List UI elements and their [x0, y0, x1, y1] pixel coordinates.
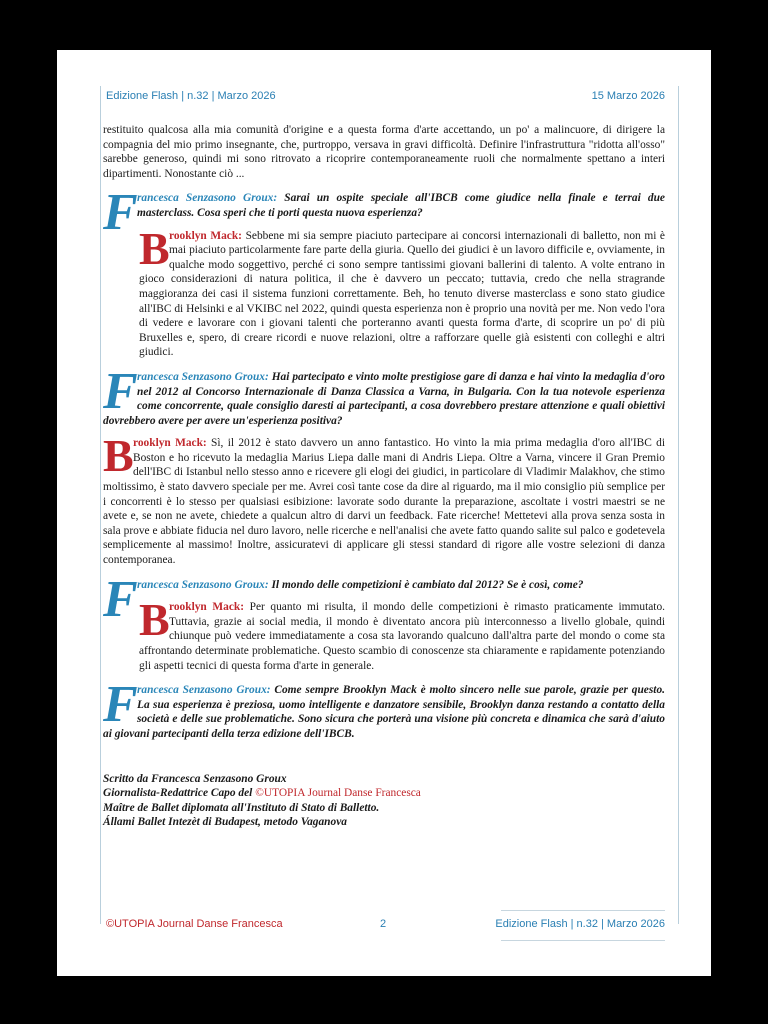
- dropcap-f: F: [103, 362, 138, 420]
- header-edition: Edizione Flash | n.32 | Marzo 2026: [106, 90, 276, 102]
- document-page: [57, 50, 711, 976]
- interviewee-name: rooklyn Mack:: [169, 229, 242, 242]
- footer-edition: Edizione Flash | n.32 | Marzo 2026: [495, 918, 665, 930]
- answer-1: [103, 222, 665, 360]
- dropcap-f: F: [103, 184, 138, 242]
- question-2: [103, 362, 665, 428]
- page-header: [106, 90, 665, 110]
- signature-brand: ©UTOPIA Journal Danse Francesca: [255, 787, 421, 800]
- interviewee-name: rooklyn Mack:: [169, 601, 245, 614]
- interviewer-name: rancesca Senzasono Groux:: [137, 684, 271, 697]
- dropcap-f: F: [103, 676, 138, 734]
- signature-line-3: Maître de Ballet diplomata all'Instituto di Stato di Balletto.: [103, 801, 380, 814]
- left-margin-rule: [100, 86, 101, 924]
- footer-rule-top: [501, 910, 665, 911]
- article-body: [103, 123, 665, 830]
- question-text: Sarai un ospite speciale all'IBCB come giudice nella finale e terrai due masterclass. Cosa speri che ti porti questa nuova esperienza?: [137, 192, 665, 219]
- right-margin-rule: [678, 86, 679, 924]
- interviewer-name: rancesca Senzasono Groux:: [137, 370, 269, 383]
- dropcap-b: B: [139, 594, 170, 646]
- closing-text: Come sempre Brooklyn Mack è molto sincero nelle sue parole, grazie per questo. La sua esperienza è preziosa, uomo intelligente e danzatore sensibile, Brooklyn danza restando a contatto della società e delle sue problematiche. Sono sicura che porterà una visione più concreta e dinamica che sarà d'aiuto ai giovani partecipanti della terza edizione dell'IBCB.: [103, 684, 665, 740]
- signature-line-1: Scritto da Francesca Senzasono Groux: [103, 772, 287, 785]
- answer-text: Per quanto mi risulta, il mondo delle competizioni è rimasto praticamente immutato. Tuttavia, grazie ai social media, il mondo è diventato ancora più interconnesso a livello globale, quindi chiunque può vedere immediatamente a cosa sta lavorando qualcuno dall'altra parte del mondo o come sta affrontando determinate problematiche. Questo scambio di conoscenze sta chiaramente e rapidamente potenziando gli aspetti tecnici di questa forma d'arte in generale.: [139, 601, 665, 672]
- answer-2: [103, 430, 665, 567]
- signature-line-4: Állami Ballet Intezèt di Budapest, metodo Vaganova: [103, 816, 347, 829]
- page-number: 2: [380, 918, 387, 930]
- interviewer-name: rancesca Senzasono Groux:: [137, 192, 278, 205]
- author-signature: [103, 772, 665, 830]
- closing-remark: [103, 676, 665, 741]
- question-text: Hai partecipato e vinto molte prestigiose gare di danza e hai vinto la medaglia d'oro nel 2012 al Concorso Internazionale di Danza Classica a Varna, in Bulgaria. Con la tua notevole esperienza come concorrente, quale consiglio daresti ai partecipanti, a cosa dovrebbero prestare attenzione e quali obiettivi dovrebbero avere per avere un'esperienza positiva?: [103, 370, 665, 427]
- dropcap-b: B: [103, 430, 134, 482]
- dropcap-b: B: [139, 222, 170, 274]
- page-footer: [106, 918, 665, 938]
- answer-3: [103, 594, 665, 673]
- header-date: 15 Marzo 2026: [591, 90, 665, 102]
- question-text: Il mondo delle competizioni è cambiato dal 2012? Se è così, come?: [268, 578, 584, 591]
- signature-line-2-prefix: Giornalista-Redattrice Capo del: [103, 787, 256, 800]
- interviewer-name: rancesca Senzasono Groux:: [137, 578, 269, 591]
- intro-paragraph: restituito qualcosa alla mia comunità d'origine e a questa forma d'arte accettando, un po' a malincuore, di dirigere la compagnia del mio primo insegnante, che, purtroppo, versava in gravi difficoltà. Definire l'infrastruttura "ridotta all'osso" sarebbe generoso, quindi mi sono ritrovato a ricoprire contemporaneamente ruoli che normalmente spettano a interi dipartimenti. Nonostante ciò ...: [103, 124, 665, 180]
- answer-text: Sebbene mi sia sempre piaciuto partecipare ai concorsi internazionali di balletto, non mi è mai piaciuto particolarmente fare parte della giuria. Quello dei giudici è un lavoro difficile e, ovviamente, in qualche modo soggettivo, perché ci sono sempre tantissimi giovani ballerini di talento. A volte entrano in gioco considerazioni di natura politica, il che è davvero un peccato; tuttavia, credo che nella stragrande maggioranza dei casi il sistema funzioni correttamente. Beh, ho tenuto diverse masterclass e sono stato giudice all'IBC di Helsinki e al VKIBC nel 2022, quindi questa esperienza non è proprio una novità per me. Non vedo l'ora di vedere e lavorare con i giovani talenti che porteranno avanti questa forma d'arte, di scoprire un po' di più Bruxelles e, spero, di creare ricordi e nuove relazioni, oltre a rafforzare quelle già esistenti con colleghi e altri giudici.: [139, 229, 665, 359]
- interviewee-name: rooklyn Mack:: [133, 437, 207, 450]
- footer-brand: ©UTOPIA Journal Danse Francesca: [106, 918, 283, 930]
- answer-text: Sì, il 2012 è stato davvero un anno fantastico. Ho vinto la mia prima medaglia d'oro all'IBC di Boston e ho ricevuto la medaglia Marius Liepa dalle mani di Andris Liepa. Oltre a Varna, vincere il Gran Premio dell'IBC di Istanbul nello stesso anno e ricevere gli elogi dei giudici, in particolare di Vladimir Malakhov, che stimo moltissimo, è stato davvero speciale per me. Avrei così tante cose da dire al riguardo, ma il mio consiglio più semplice per i concorrenti è lo stesso per qualsiasi esibizione: lavorate sodo durante la preparazione, ascoltate i vostri maestri se ne avete e, se non ne avete, chiedete a qualcun altro di darvi un feedback. Fate ricerche! Mettetevi alla prova senza sosta in sala prove e abbiate fiducia nel duro lavoro, nelle ricerche e nell'analisi che avete fatto quando salite sul palco e godetevela semplicemente al massimo! Inoltre, assicuratevi di applicare gli stessi standard di rigore alle vostre selezioni di danza contemporanea.: [103, 437, 665, 567]
- footer-rule-bottom: [501, 940, 665, 941]
- dropcap-f: F: [103, 570, 138, 628]
